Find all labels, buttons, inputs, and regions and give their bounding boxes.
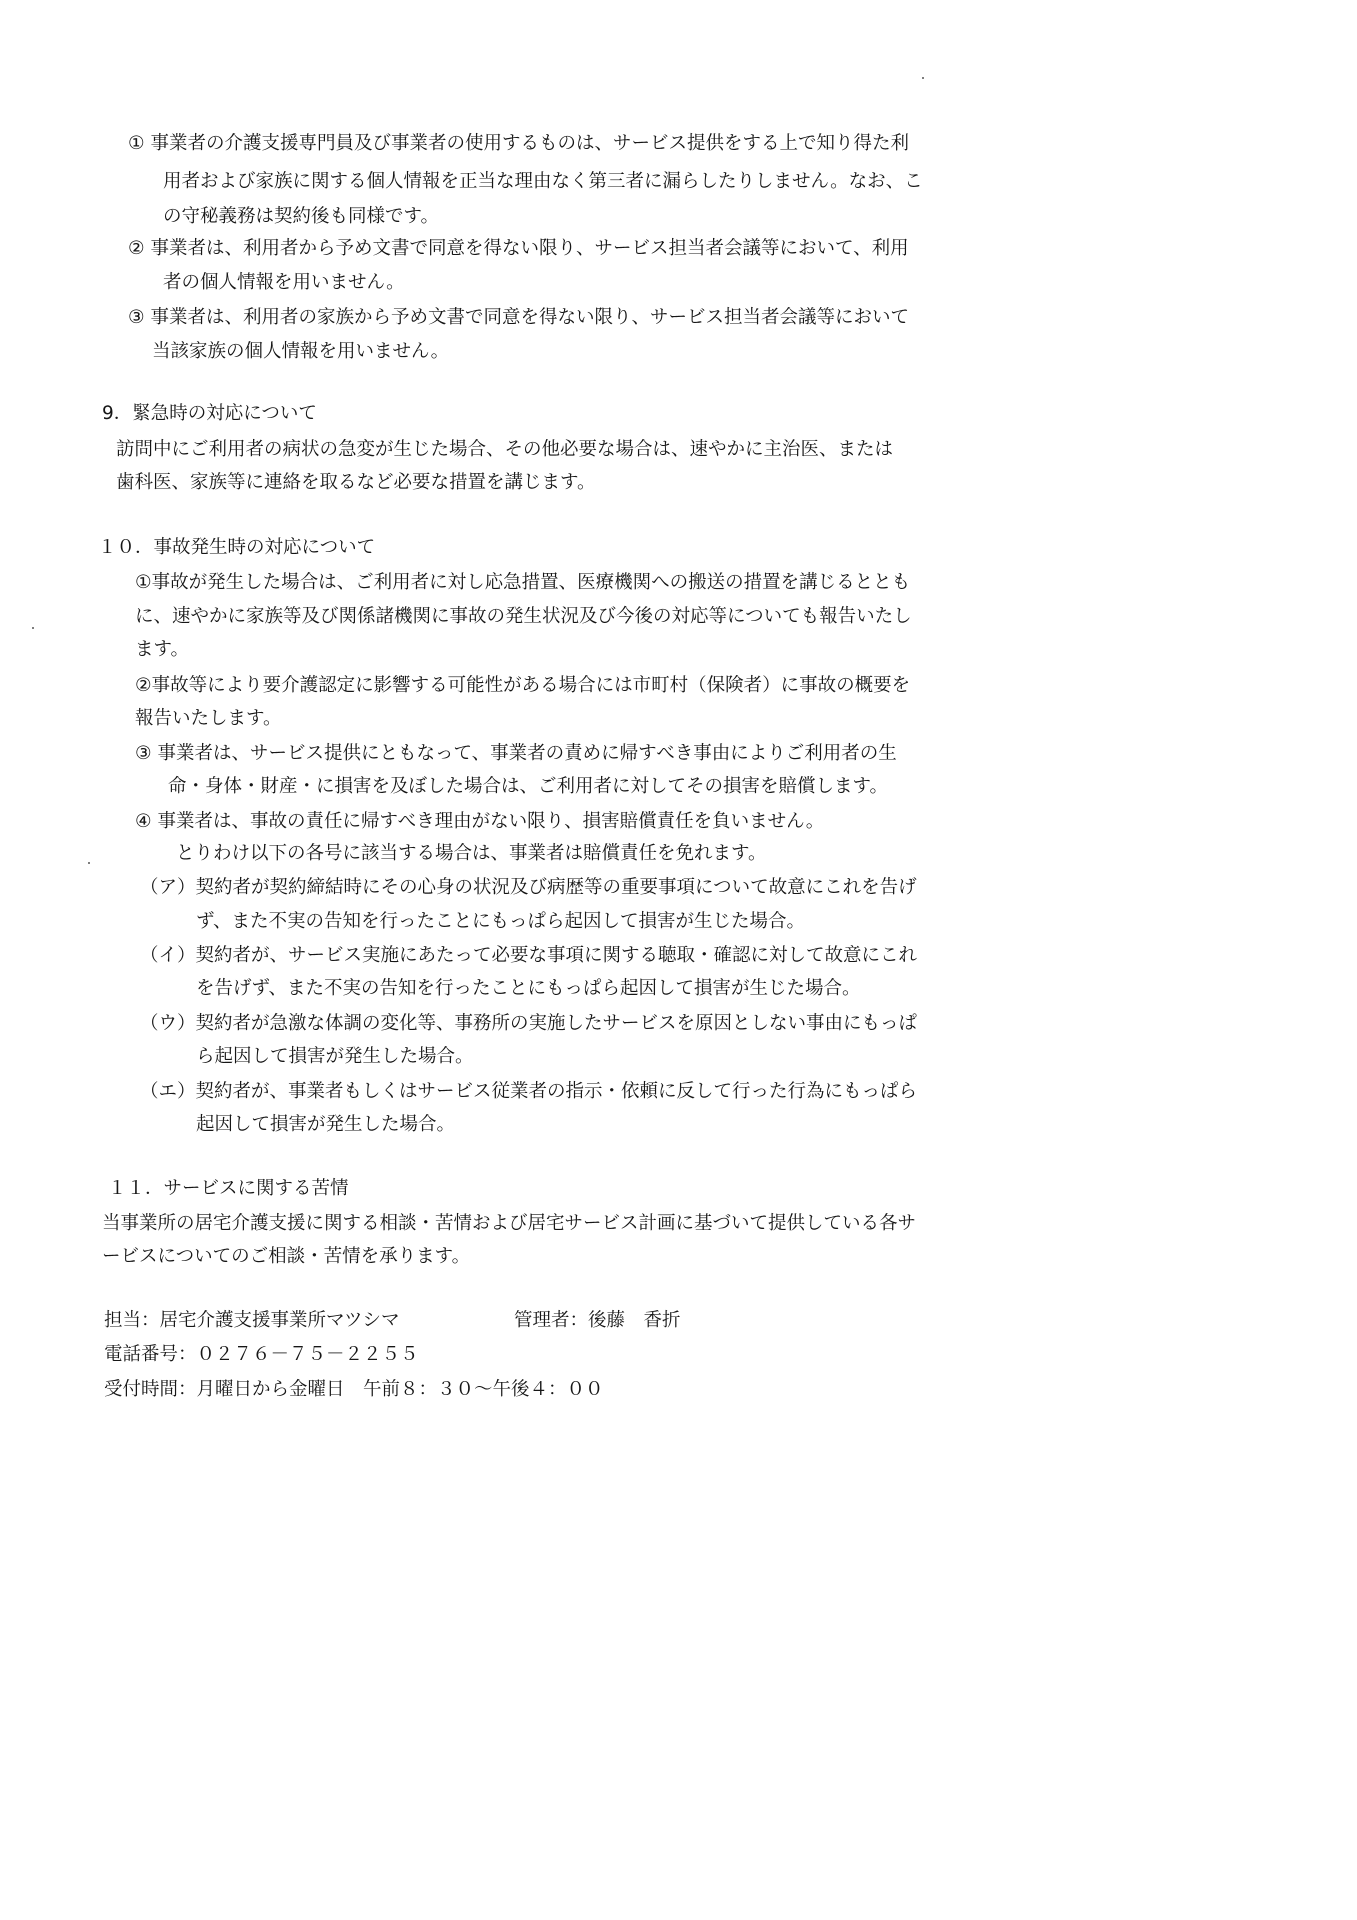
section-10-item-2-line-2: 報告いたします。 (135, 708, 282, 729)
section-10-sub-i-line-2: を告げず、また不実の告知を行ったことにもっぱら起因して損害が生じた場合。 (196, 978, 861, 999)
section-10-heading: １０．事故発生時の対応について (98, 537, 376, 558)
section-11-line-1: 当事業所の居宅介護支援に関する相談・苦情および居宅サービス計画に基づいて提供している各サ (102, 1213, 917, 1234)
section-10-item-1-line-2: に、速やかに家族等及び関係諸機関に事故の発生状況及び今後の対応等についても報告いたし (135, 606, 912, 627)
confidentiality-item-1-line-1: ① 事業者の介護支援専門員及び事業者の使用するものは、サービス提供をする上で知り得た利 (128, 133, 909, 154)
contact-manager: 管理者：後藤 香折 (514, 1310, 681, 1331)
section-10-sub-u-line-2: ら起因して損害が発生した場合。 (196, 1046, 474, 1067)
section-10-item-4-line-1: ④ 事業者は、事故の責任に帰すべき理由がない限り、損害賠償責任を負いません。 (135, 811, 825, 832)
section-10-item-2-line-1: ②事故等により要介護認定に影響する可能性がある場合には市町村（保険者）に事故の概要を (135, 675, 911, 696)
section-10-sub-u-line-1: （ウ）契約者が急激な体調の変化等、事務所の実施したサービスを原因としない事由にもっぱ (140, 1013, 918, 1034)
section-10-sub-e-line-2: 起因して損害が発生した場合。 (196, 1114, 456, 1135)
section-10-item-1-line-1: ①事故が発生した場合は、ご利用者に対し応急措置、医療機関への搬送の措置を講じるととも (135, 572, 911, 593)
contact-phone: 電話番号：０２７６－７５－２２５５ (104, 1344, 419, 1365)
scan-speck (922, 77, 924, 79)
confidentiality-item-2-line-2: 者の個人情報を用いません。 (163, 272, 405, 293)
section-9-line-1: 訪問中にご利用者の病状の急変が生じた場合、その他必要な場合は、速やかに主治医、または (116, 439, 894, 460)
scan-speck (32, 627, 34, 629)
contact-hours: 受付時間：月曜日から金曜日 午前８：３０～午後４：００ (104, 1379, 604, 1400)
confidentiality-item-3-line-1: ③ 事業者は、利用者の家族から予め文書で同意を得ない限り、サービス担当者会議等において (128, 307, 909, 328)
section-10-item-1-line-3: ます。 (135, 639, 190, 660)
section-10-sub-e-line-1: （エ）契約者が、事業者もしくはサービス従業者の指示・依頼に反して行った行為にもっぱら (140, 1081, 918, 1102)
section-11-line-2: ービスについてのご相談・苦情を承ります。 (102, 1246, 471, 1267)
section-10-sub-i-line-1: （イ）契約者が、サービス実施にあたって必要な事項に関する聴取・確認に対して故意にこれ (140, 945, 918, 966)
section-10-item-3-line-2: 命・身体・財産・に損害を及ぼした場合は、ご利用者に対してその損害を賠償します。 (168, 776, 889, 797)
section-10-item-3-line-1: ③ 事業者は、サービス提供にともなって、事業者の責めに帰すべき事由によりご利用者の生 (135, 743, 897, 764)
confidentiality-item-3-line-2: 当該家族の個人情報を用いません。 (152, 341, 450, 362)
contact-charge: 担当：居宅介護支援事業所マツシマ (104, 1310, 400, 1331)
section-10-sub-a-line-2: ず、また不実の告知を行ったことにもっぱら起因して損害が生じた場合。 (196, 911, 806, 932)
confidentiality-item-2-line-1: ② 事業者は、利用者から予め文書で同意を得ない限り、サービス担当者会議等において、利用 (128, 238, 909, 259)
section-9-heading: 9．緊急時の対応について (102, 403, 317, 424)
scan-speck (88, 862, 90, 864)
section-10-sub-a-line-1: （ア）契約者が契約締結時にその心身の状況及び病歴等の重要事項について故意にこれを告げ (140, 877, 917, 898)
section-11-heading: １１．サービスに関する苦情 (108, 1178, 349, 1199)
section-10-item-4-line-2: とりわけ以下の各号に該当する場合は、事業者は賠償責任を免れます。 (176, 843, 767, 864)
section-9-line-2: 歯科医、家族等に連絡を取るなど必要な措置を講じます。 (116, 472, 596, 493)
confidentiality-item-1-line-3: の守秘義務は契約後も同様です。 (163, 206, 440, 227)
confidentiality-item-1-line-2: 用者および家族に関する個人情報を正当な理由なく第三者に漏らしたりしません。なお、こ (163, 171, 923, 192)
